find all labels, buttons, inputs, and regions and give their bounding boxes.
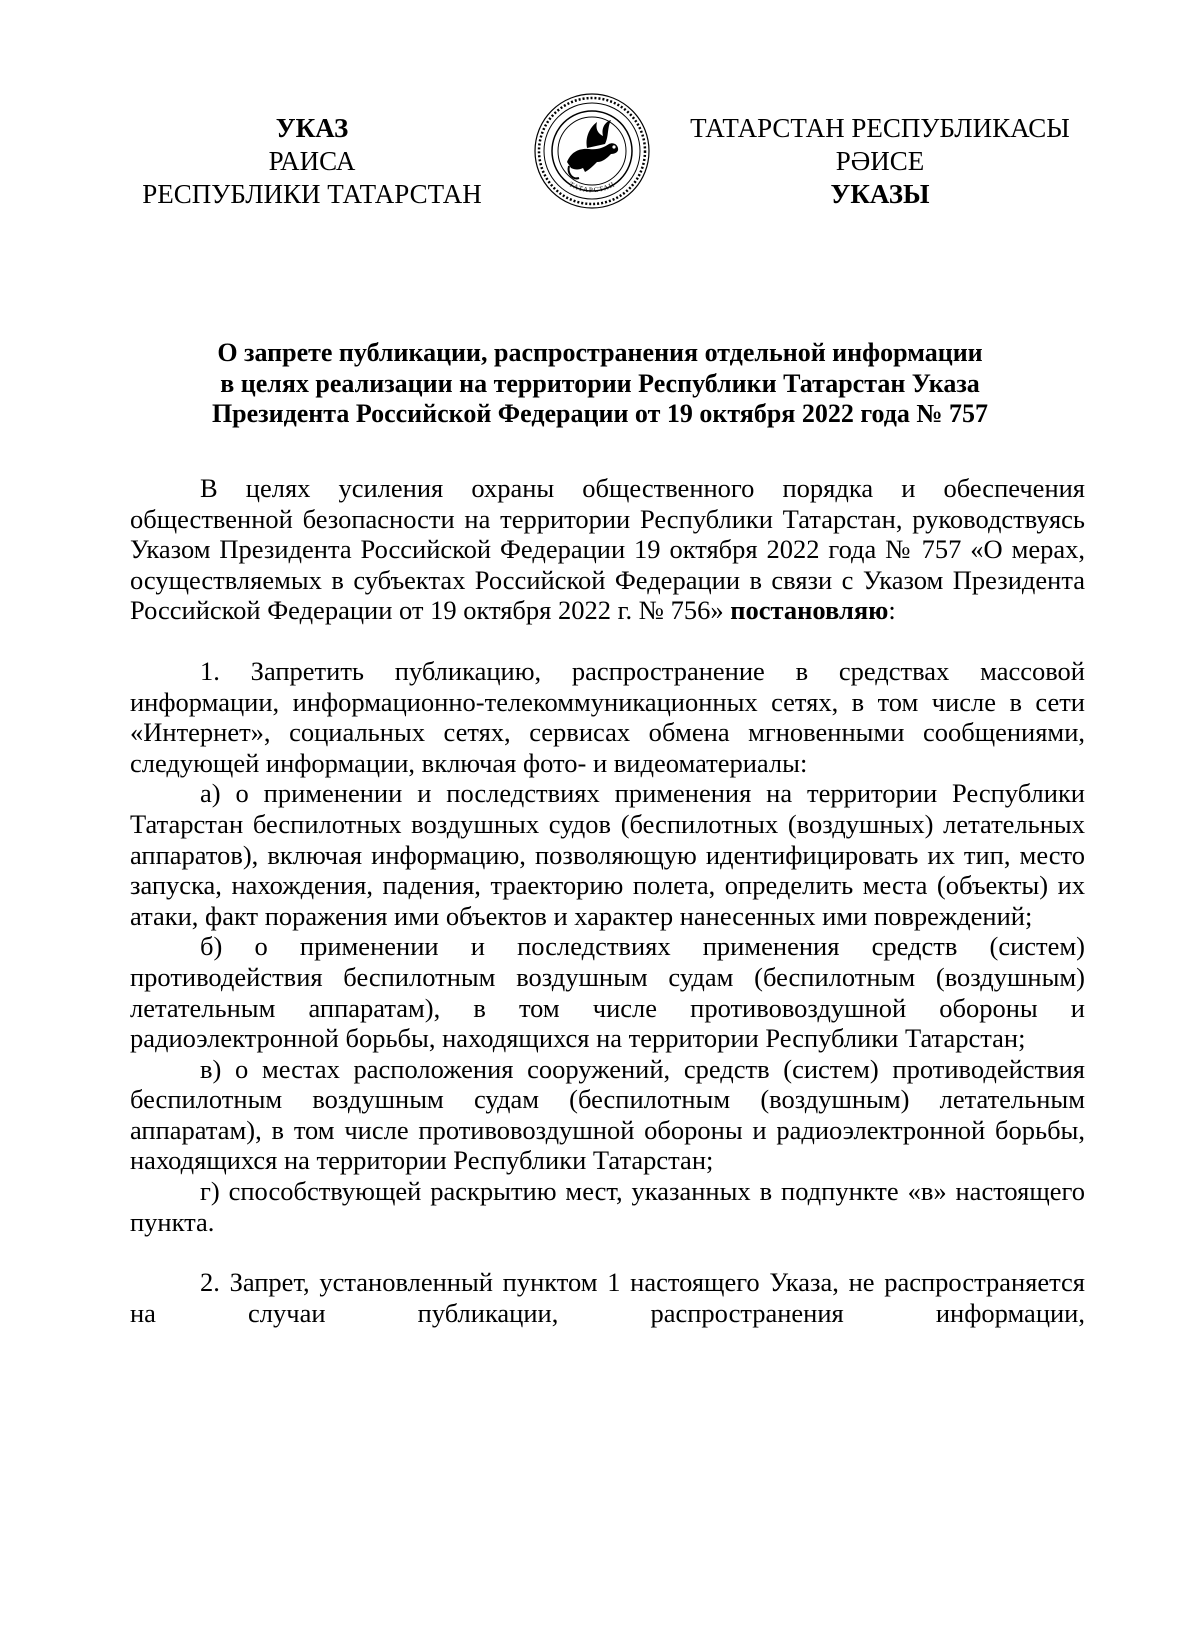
header-left-block xyxy=(128,112,496,211)
title-line-3: Президента Российской Федерации от 19 октября 2022 года № 757 xyxy=(211,399,989,428)
intro-paragraph xyxy=(130,473,1085,626)
republic-label-tt: ТАТАРСТАН РЕСПУБЛИКАСЫ xyxy=(690,113,1070,143)
clause-1-a: а) о применении и последствиях применения на территории Республики Татарстан беспилотных воздушных судов (беспилотных (воздушных) летательных аппаратов), включая информацию, позволяющую идентифицировать их тип, место запуска, нахождения, падения, траекторию полета, определить места (объекты) их атаки, факт поражения ими объектов и характер нанесенных ими повреждений; xyxy=(130,778,1085,931)
document-title xyxy=(120,338,1080,430)
decree-word: постановляю xyxy=(730,595,889,626)
spacer xyxy=(130,1237,1085,1267)
clause-2: 2. Запрет, установленный пунктом 1 настоящего Указа, не распространяется на случаи публикации, распространения информации, xyxy=(130,1267,1085,1328)
decree-colon: : xyxy=(888,595,896,626)
document-body xyxy=(130,473,1085,1328)
republic-label-ru: РЕСПУБЛИКИ ТАТАРСТАН xyxy=(142,179,482,209)
title-line-2: в целях реализации на территории Республики Татарстан Указа xyxy=(220,368,980,398)
svg-text:ТАТАРСТАН: ТАТАРСТАН xyxy=(567,180,617,195)
clause-1-g: г) способствующей раскрытию мест, указанных в подпункте «в» настоящего пункта. xyxy=(130,1176,1085,1237)
raisa-label-ru: РАИСА xyxy=(268,146,356,176)
clause-1-b: б) о применении и последствиях применения средств (систем) противодействия беспилотным воздушным судам (беспилотным (воздушным) летательным аппаратам), в том числе противовоздушной обороны и радиоэлектронной борьбы, находящихся на территории Республики Татарстан; xyxy=(130,931,1085,1054)
tatarstan-emblem-icon xyxy=(533,92,651,210)
clause-1-v: в) о местах расположения сооружений, средств (систем) противодействия беспилотным воздушным судам (беспилотным (воздушным) летательным аппаратам), в том числе противовоздушной обороны и радиоэлектронной борьбы, находящихся на территории Республики Татарстан; xyxy=(130,1053,1085,1176)
intro-text: В целях усиления охраны общественного порядка и обеспечения общественной безопасности на территории Республики Татарстан, руководствуясь Указом Президента Российской Федерации 19 октября 2022 года № 757 «О мерах, осуществляемых в субъектах Российской Федерации в связи с Указом Президента Российской Федерации от 19 октября 2022 г. № 756» xyxy=(130,473,1085,626)
raisa-label-tt: РӘИСЕ xyxy=(835,146,925,176)
decree-label-tt: УКАЗЫ xyxy=(830,179,930,209)
clause-1: 1. Запретить публикацию, распространение в средствах массовой информации, информационно-телекоммуникационных сетях, в том числе в сети «Интернет», социальных сетях, сервисах обмена мгновенными сообщениями, следующей информации, включая фото- и видеоматериалы: xyxy=(130,655,1085,778)
spacer xyxy=(130,626,1085,656)
decree-label-ru: УКАЗ xyxy=(275,113,349,143)
title-line-1: О запрете публикации, распространения отдельной информации xyxy=(217,338,983,367)
header-right-block xyxy=(680,112,1080,211)
